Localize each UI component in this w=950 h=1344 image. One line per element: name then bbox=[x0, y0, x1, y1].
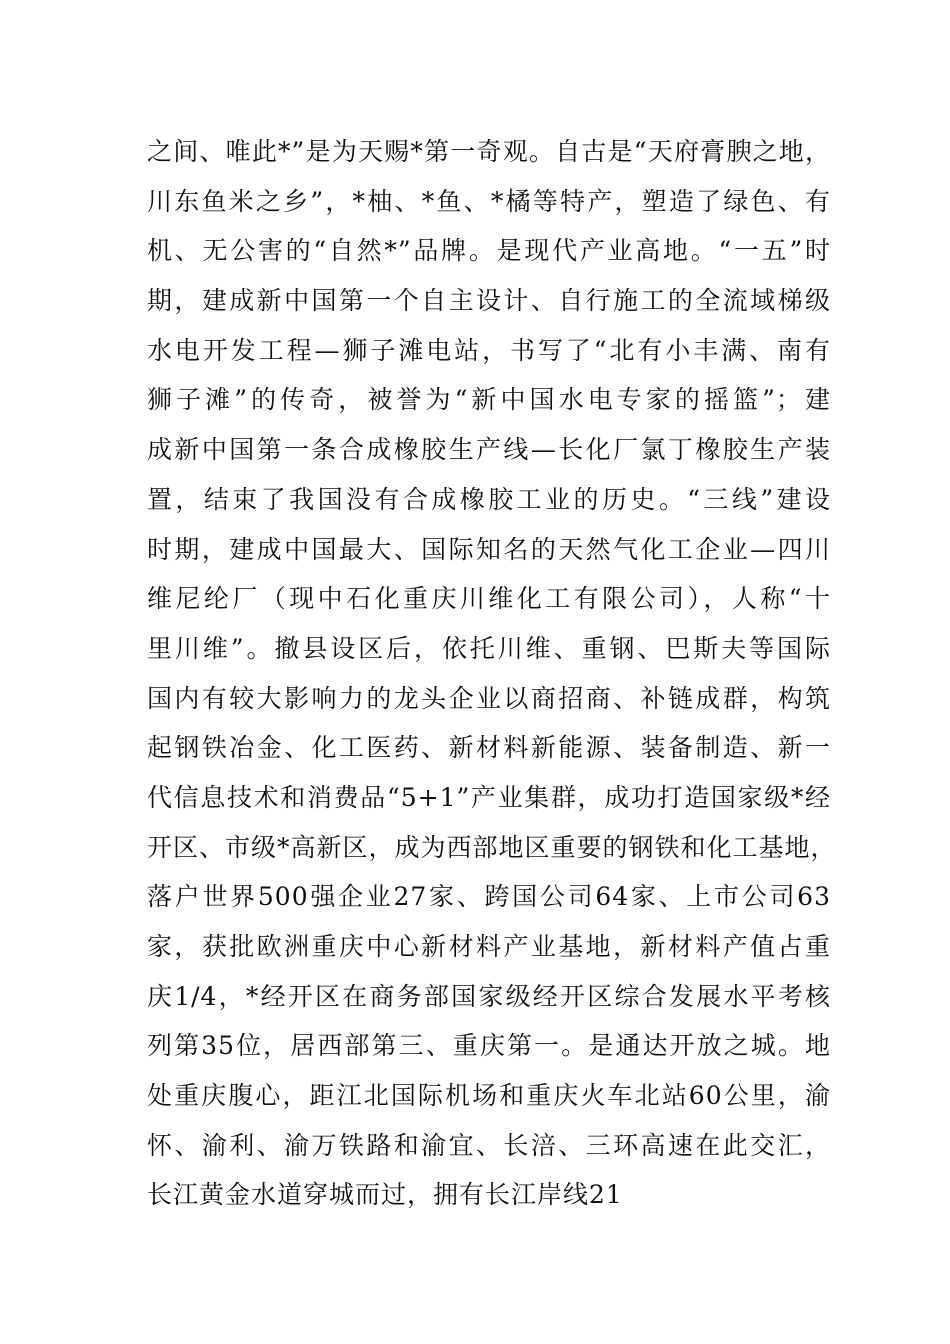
text-line: 水电开发工程—狮子滩电站，书写了“北有小丰满、南有 bbox=[147, 335, 831, 365]
text-line: 里川维”。撤县设区后，依托川维、重钢、巴斯夫等国际 bbox=[147, 633, 831, 663]
text-line: 机、无公害的“自然*”品牌。是现代产业高地。“一五”时 bbox=[147, 236, 831, 266]
text-line: 维尼纶厂（现中石化重庆川维化工有限公司），人称“十 bbox=[147, 584, 831, 614]
text-line: 时期，建成中国最大、国际知名的天然气化工企业—四川 bbox=[147, 534, 831, 564]
text-line: 国内有较大影响力的龙头企业以商招商、补链成群，构筑 bbox=[147, 683, 831, 713]
text-line: 长江黄金水道穿城而过，拥有长江岸线21 bbox=[147, 1180, 623, 1210]
text-line: 庆1/4，*经开区在商务部国家级经开区综合发展水平考核 bbox=[147, 981, 831, 1011]
text-line: 之间、唯此*”是为天赐*第一奇观。自古是“天府膏腴之地， bbox=[147, 137, 831, 166]
text-line: 狮子滩”的传奇，被誉为“新中国水电专家的摇篮”；建 bbox=[147, 385, 831, 415]
text-line: 成新中国第一条合成橡胶生产线—长化厂氯丁橡胶生产装 bbox=[147, 435, 831, 465]
text-line: 置，结束了我国没有合成橡胶工业的历史。“三线”建设 bbox=[147, 484, 831, 514]
text-line: 家，获批欧洲重庆中心新材料产业基地，新材料产值占重 bbox=[147, 932, 831, 961]
text-line: 怀、渝利、渝万铁路和渝宜、长涪、三环高速在此交汇， bbox=[147, 1130, 831, 1160]
text-line: 代信息技术和消费品“5+1”产业集群，成功打造国家级*经 bbox=[147, 782, 831, 812]
text-line: 起钢铁冶金、化工医药、新材料新能源、装备制造、新一 bbox=[147, 733, 831, 763]
text-line: 处重庆腹心，距江北国际机场和重庆火车北站60公里，渝 bbox=[147, 1081, 831, 1111]
text-line: 落户世界500强企业27家、跨国公司64家、上市公司63 bbox=[147, 882, 831, 912]
body-text bbox=[147, 127, 837, 1220]
text-line: 列第35位，居西部第三、重庆第一。是通达开放之城。地 bbox=[147, 1031, 831, 1061]
text-line: 开区、市级*高新区，成为西部地区重要的钢铁和化工基地， bbox=[147, 832, 837, 862]
text-line: 川东鱼米之乡”，*柚、*鱼、*橘等特产，塑造了绿色、有 bbox=[147, 186, 831, 216]
text-line: 期，建成新中国第一个自主设计、自行施工的全流域梯级 bbox=[147, 286, 831, 316]
